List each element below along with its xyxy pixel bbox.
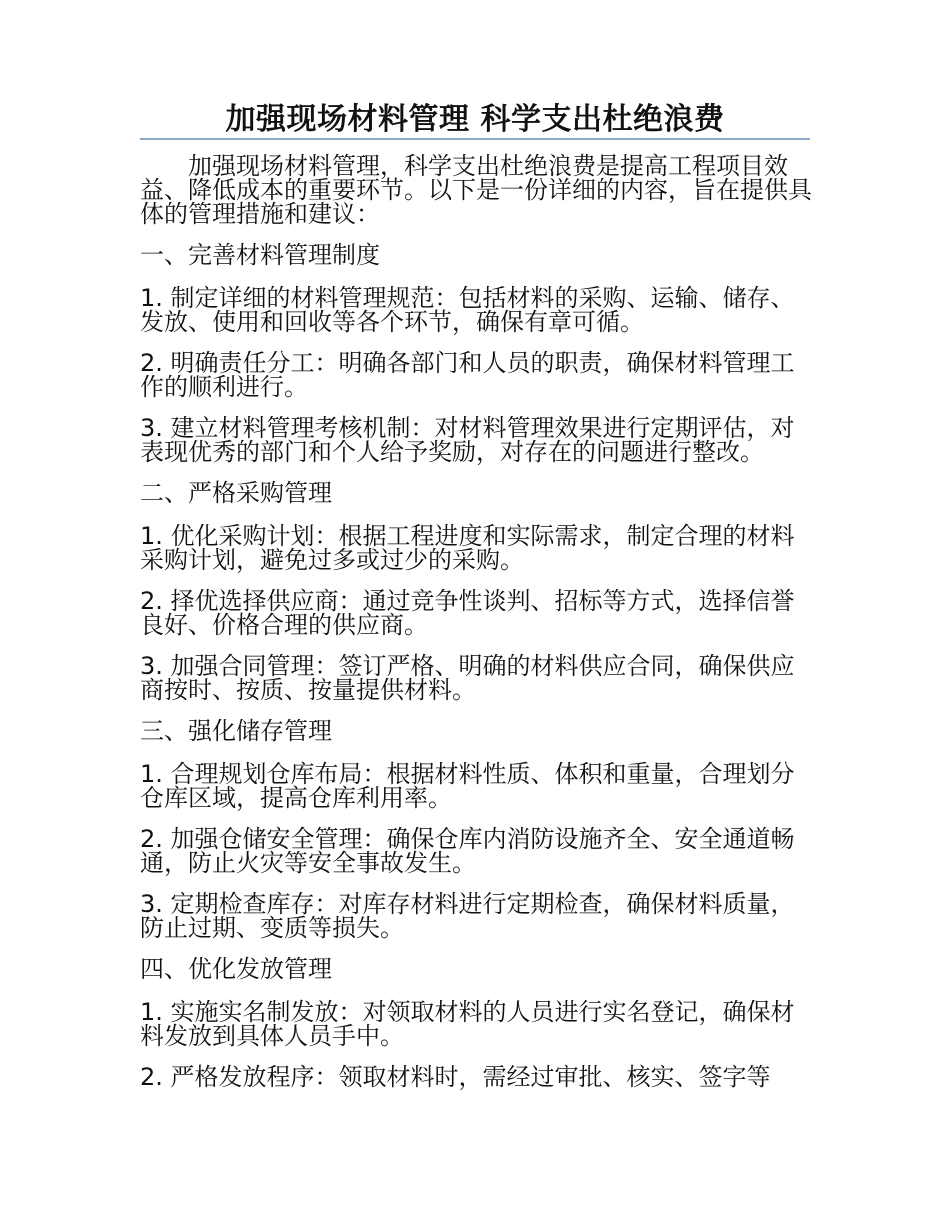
document-title: 加强现场材料管理 科学支出杜绝浪费: [225, 102, 725, 137]
list-item: 1. 实施实名制发放：对领取材料的人员进行实名登记，确保材料发放到具体人员手中。: [140, 998, 795, 1050]
section-heading: 二、严格采购管理: [140, 479, 332, 507]
title-underline: [140, 138, 810, 140]
section-heading: 三、强化储存管理: [140, 717, 332, 745]
list-item: 1. 优化采购计划：根据工程进度和实际需求，制定合理的材料采购计划，避免过多或过少的采购。: [140, 522, 795, 574]
list-item: 2. 加强仓储安全管理：确保仓库内消防设施齐全、安全通道畅通，防止火灾等安全事故发生。: [140, 825, 795, 877]
section-heading: 四、优化发放管理: [140, 955, 332, 983]
list-item: 3. 建立材料管理考核机制：对材料管理效果进行定期评估，对表现优秀的部门和个人给予奖励，对存在的问题进行整改。: [140, 414, 795, 466]
section-heading: 一、完善材料管理制度: [140, 241, 380, 269]
list-item: 1. 合理规划仓库布局：根据材料性质、体积和重量，合理划分仓库区域，提高仓库利用率。: [140, 760, 795, 812]
list-item: 2. 严格发放程序：领取材料时，需经过审批、核实、签字等: [140, 1063, 771, 1091]
list-item: 3. 加强合同管理：签订严格、明确的材料供应合同，确保供应商按时、按质、按量提供材料。: [140, 652, 795, 704]
list-item: 1. 制定详细的材料管理规范：包括材料的采购、运输、储存、发放、使用和回收等各个环节，确保有章可循。: [140, 284, 795, 336]
document-body: [140, 154, 812, 1106]
list-item: 3. 定期检查库存：对库存材料进行定期检查，确保材料质量，防止过期、变质等损失。: [140, 890, 795, 942]
list-item: 2. 明确责任分工：明确各部门和人员的职责，确保材料管理工作的顺利进行。: [140, 349, 795, 401]
intro-paragraph: 加强现场材料管理，科学支出杜绝浪费是提高工程项目效益、降低成本的重要环节。以下是一份详细的内容，旨在提供具体的管理措施和建议：: [140, 152, 812, 228]
list-item: 2. 择优选择供应商：通过竞争性谈判、招标等方式，选择信誉良好、价格合理的供应商。: [140, 587, 795, 639]
